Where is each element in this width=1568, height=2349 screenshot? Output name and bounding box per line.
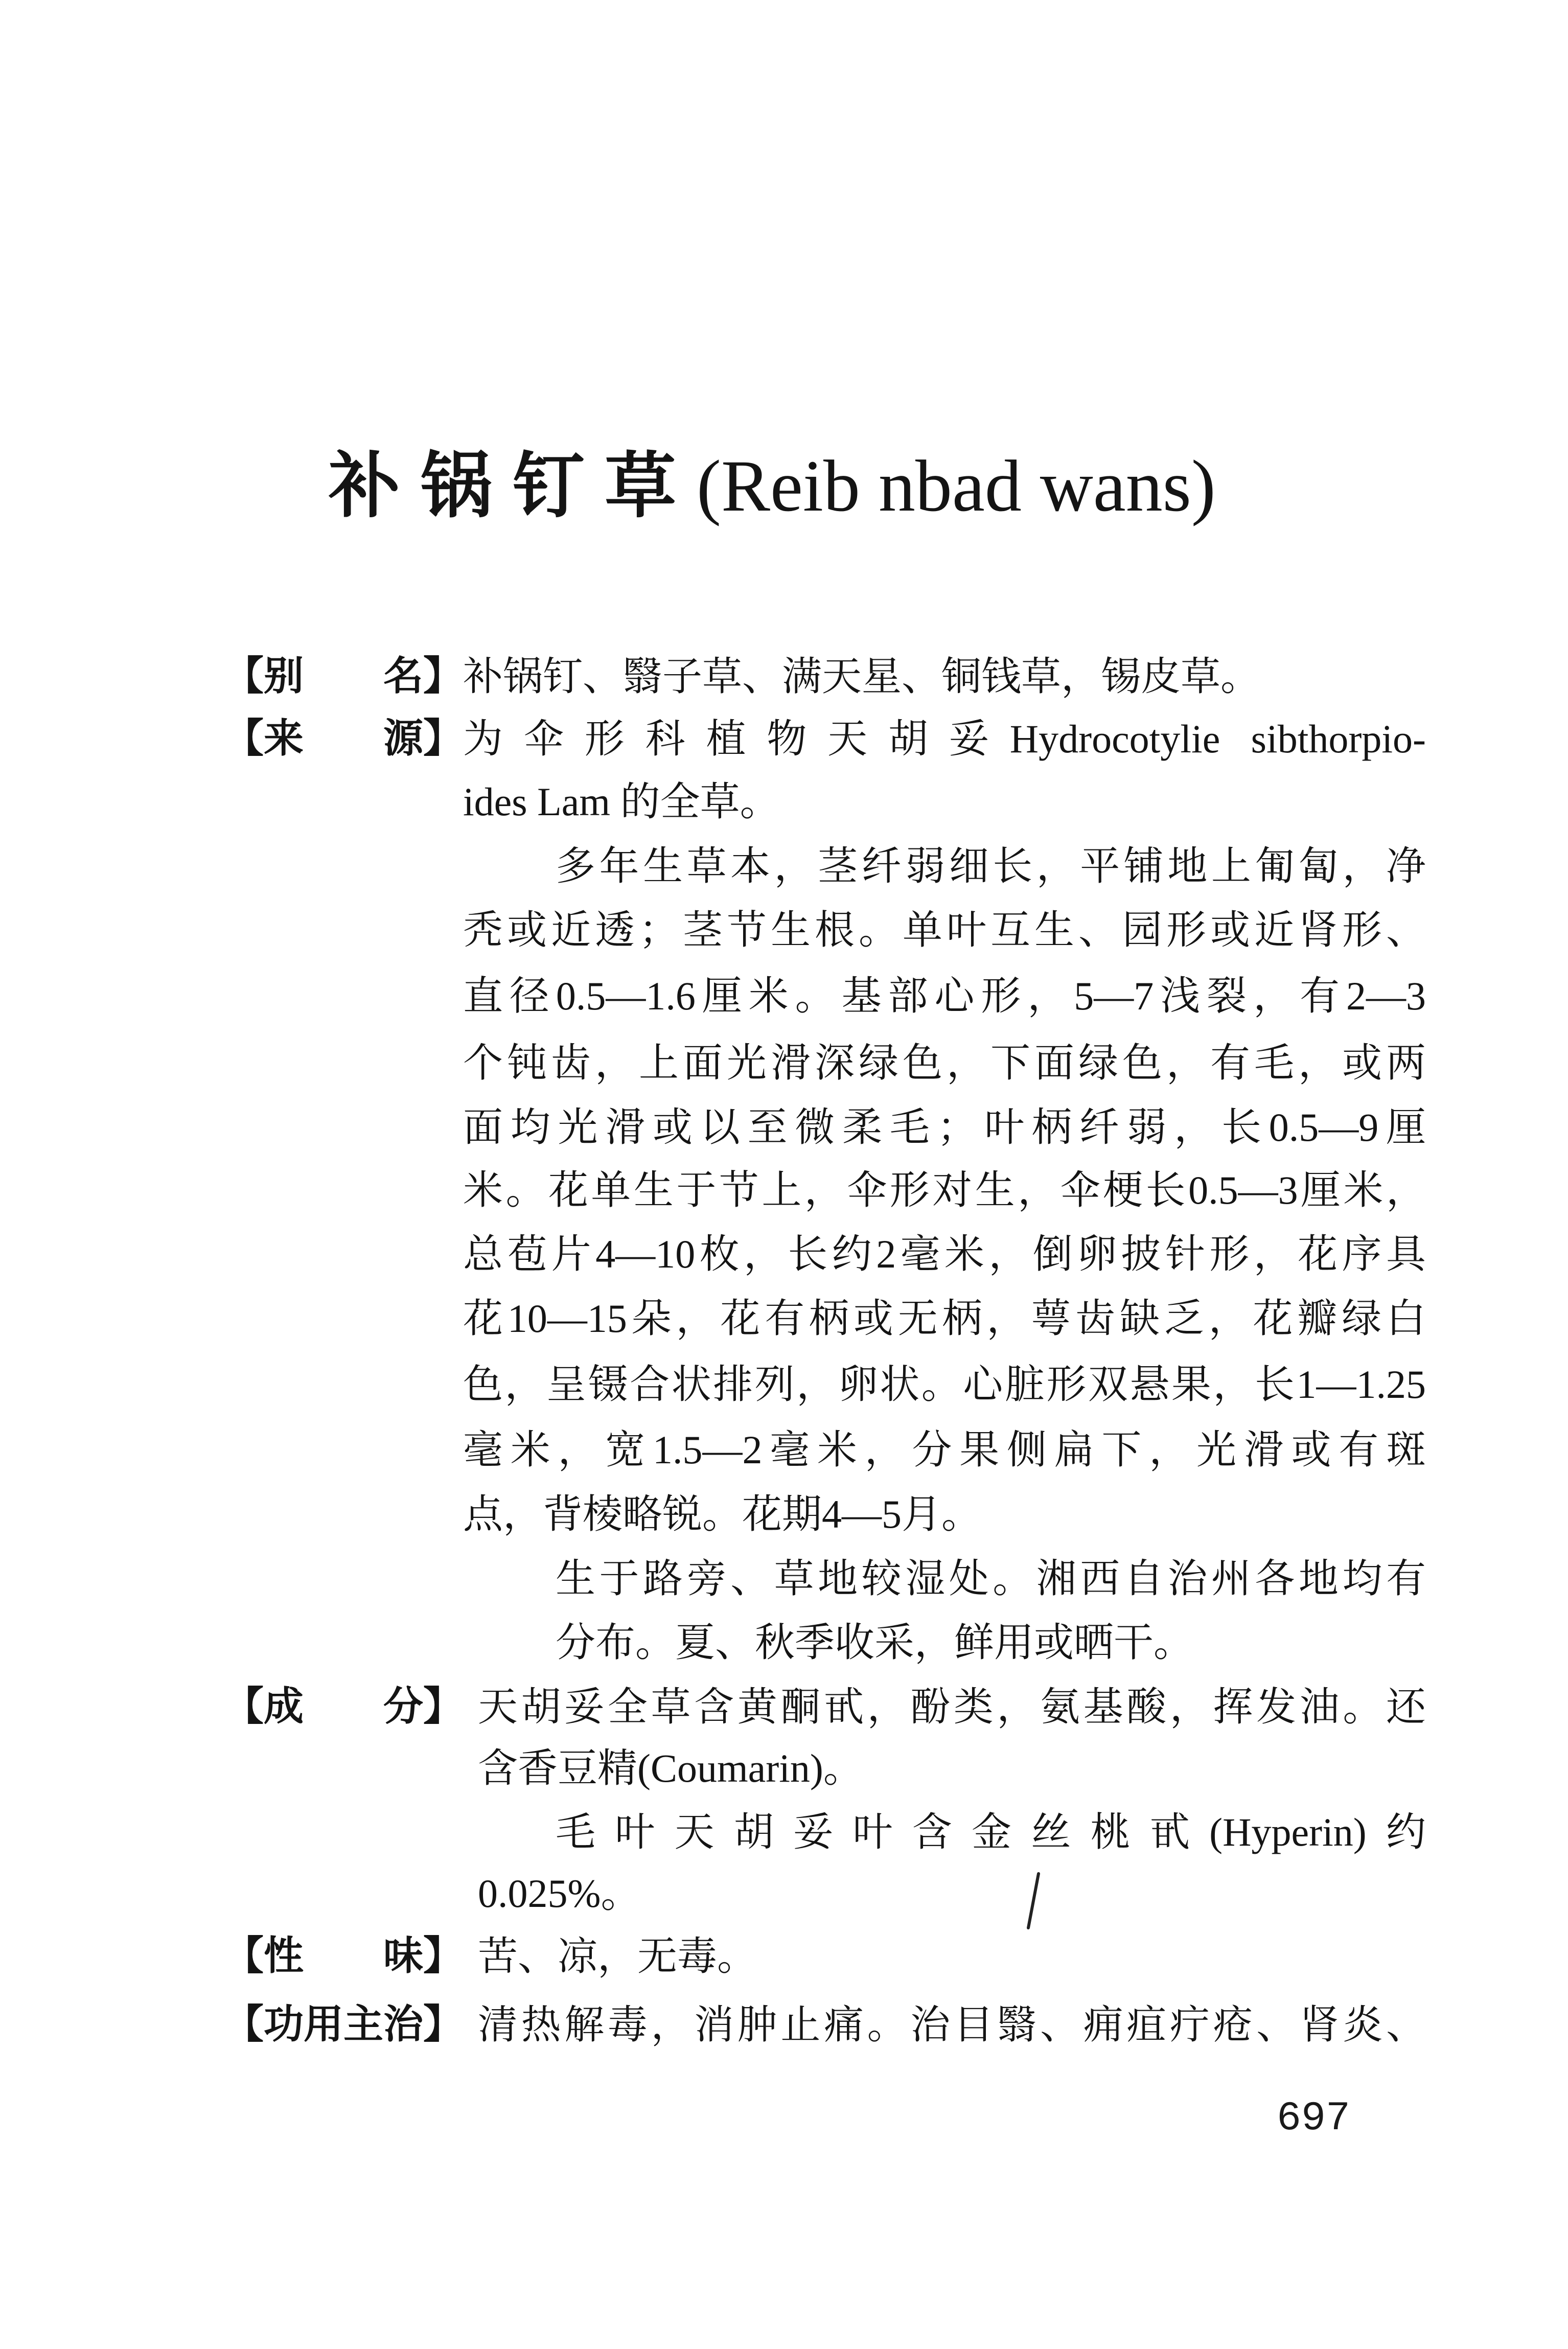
title-romanized: (Reib nbad wans) bbox=[697, 446, 1216, 527]
label-source-left: 【来 bbox=[224, 716, 304, 762]
description-line: 直径0.5—1.6厘米。基部心形，5—7浅裂，有2—3 bbox=[463, 974, 1426, 1018]
label-composition-left: 【成 bbox=[224, 1684, 304, 1730]
description-line: 花10—15朵，花有柄或无柄，萼齿缺乏，花瓣绿白 bbox=[463, 1296, 1426, 1341]
nature-taste-line: 苦、凉，无毒。 bbox=[478, 1934, 757, 1978]
description-line: 色，呈镊合状排列，卵状。心脏形双悬果，长1—1.25 bbox=[463, 1362, 1426, 1407]
composition-line: 天胡妥全草含黄酮甙，酚类，氨基酸，挥发油。还 bbox=[478, 1685, 1426, 1729]
label-nature-taste-left: 【性 bbox=[224, 1933, 304, 1979]
label-function: 【功用主治】 bbox=[224, 2001, 464, 2047]
habitat-line: 生于路旁、草地较湿处。湘西自治州各地均有 bbox=[556, 1556, 1426, 1601]
composition-note-line: 毛叶天胡妥叶含金丝桃甙(Hyperin)约 bbox=[556, 1810, 1426, 1854]
label-nature-taste bbox=[224, 1924, 463, 1989]
source-line: 为伞形科植物天胡妥Hydrocotylie sibthorpio- bbox=[463, 717, 1426, 761]
description-line: 米。花单生于节上，伞形对生，伞梗长0.5—3厘米， bbox=[463, 1168, 1426, 1212]
description-line: 总苞片4—10枚，长约2毫米，倒卵披针形，花序具 bbox=[463, 1232, 1426, 1276]
title-chinese: 补锅钉草 bbox=[329, 444, 697, 528]
description-line: 个钝齿，上面光滑深绿色，下面绿色，有毛，或两 bbox=[463, 1041, 1426, 1085]
label-alias-right: 名】 bbox=[383, 653, 463, 699]
label-composition-right: 分】 bbox=[383, 1684, 463, 1730]
label-alias bbox=[224, 644, 463, 709]
function-line: 清热解毒，消肿止痛。治目翳、痈疽疔疮、肾炎、 bbox=[478, 2002, 1426, 2047]
label-nature-taste-right: 味】 bbox=[383, 1933, 463, 1979]
description-line: 点，背棱略锐。花期4—5月。 bbox=[463, 1492, 982, 1536]
label-source-right: 源】 bbox=[383, 716, 463, 762]
composition-line: 含香豆精(Coumarin)。 bbox=[478, 1746, 863, 1790]
description-line: 秃或近透；茎节生根。单叶互生、园形或近肾形、 bbox=[463, 908, 1426, 952]
page-number: 697 bbox=[1277, 2095, 1351, 2142]
habitat-line: 分布。夏、秋季收采，鲜用或晒干。 bbox=[556, 1620, 1194, 1665]
description-line: 面均光滑或以至微柔毛；叶柄纤弱，长0.5—9厘 bbox=[463, 1105, 1426, 1149]
label-alias-left: 【别 bbox=[224, 653, 304, 699]
source-line: ides Lam 的全草。 bbox=[463, 779, 780, 824]
alias-line: 补锅钉、翳子草、满天星、铜钱草，锡皮草。 bbox=[463, 654, 1261, 699]
description-line: 毫米，宽1.5—2毫米，分果侧扁下，光滑或有斑 bbox=[463, 1427, 1426, 1472]
label-composition bbox=[224, 1674, 463, 1739]
label-source bbox=[224, 706, 463, 771]
pen-mark bbox=[1022, 1871, 1043, 1932]
composition-note-line: 0.025%。 bbox=[478, 1871, 641, 1916]
entry-title bbox=[329, 443, 1216, 529]
description-line: 多年生草本，茎纤弱细长，平铺地上匍匐，净 bbox=[556, 844, 1426, 888]
